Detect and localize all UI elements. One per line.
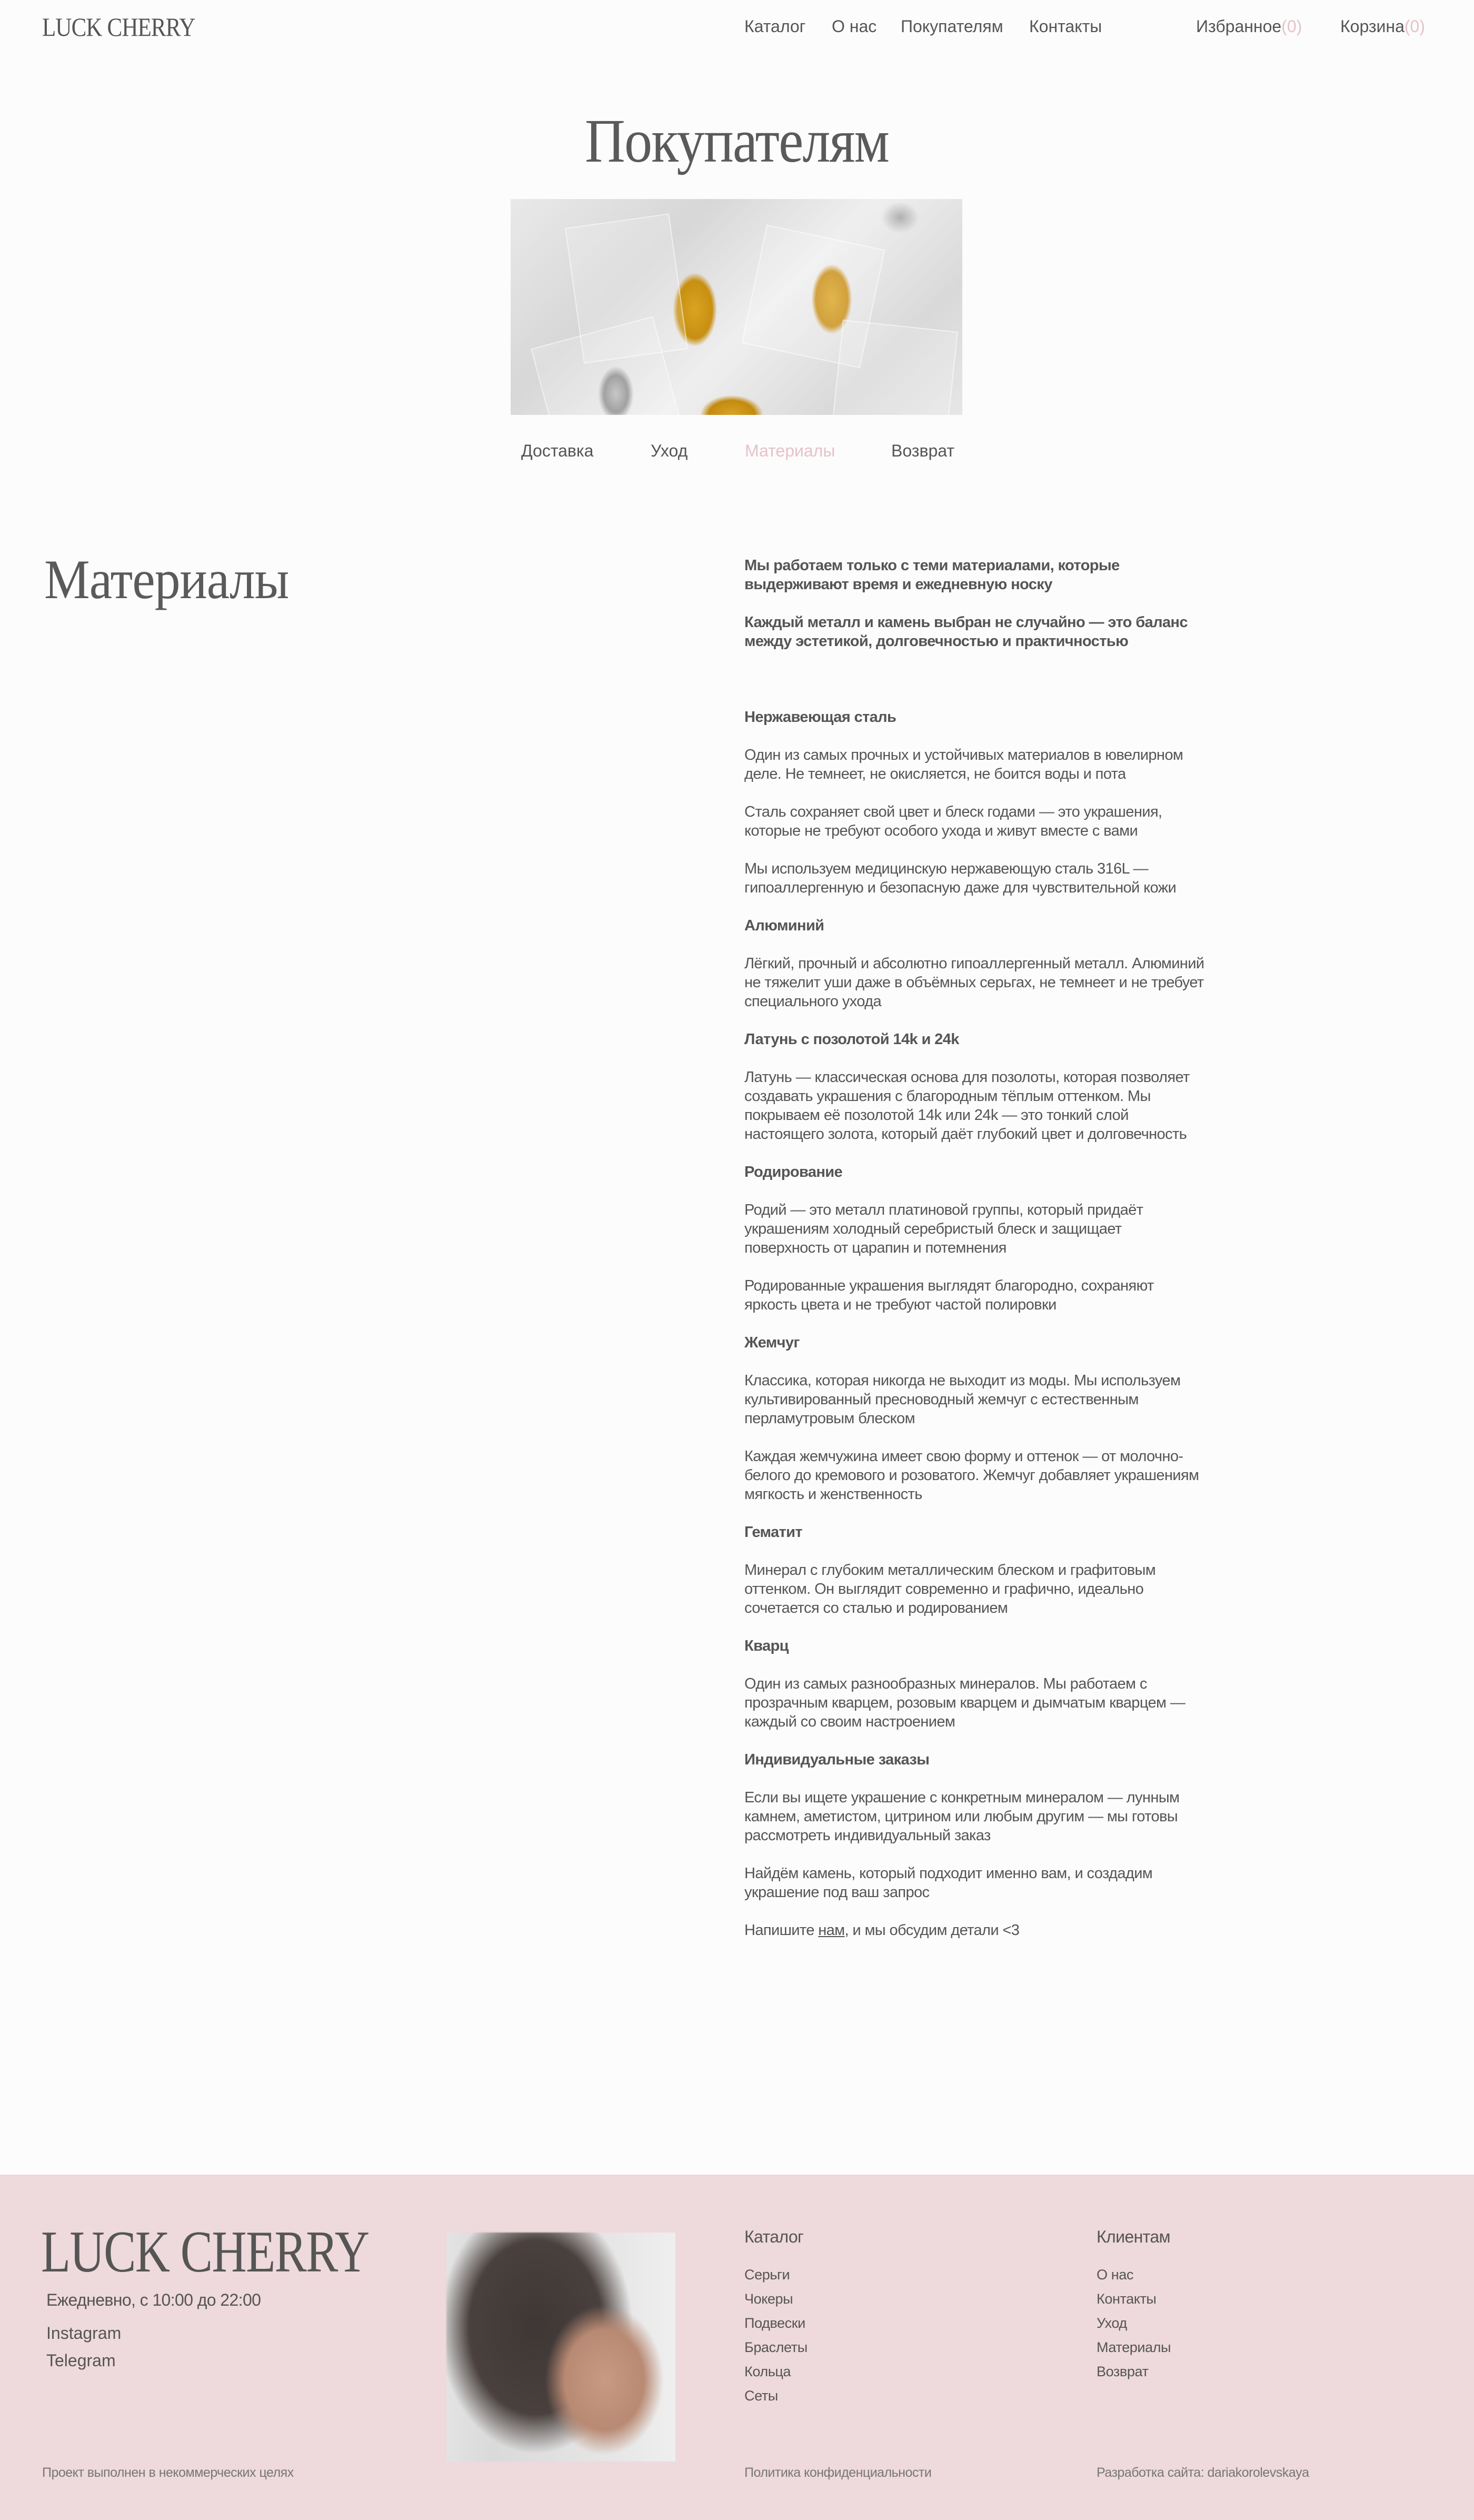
footer-link-care[interactable]: Уход: [1097, 2315, 1127, 2331]
material-heading: Нержавеющая сталь: [744, 709, 897, 726]
subnav-care[interactable]: Уход: [651, 441, 688, 460]
footer-link-pendants[interactable]: Подвески: [744, 2315, 805, 2331]
material-text: Сталь сохраняет свой цвет и блеск годами — это украшения, которые не требуют особого ухода и живут вместе с вами: [744, 803, 1162, 839]
subnav-materials[interactable]: Материалы: [745, 441, 835, 460]
footer-link-chokers[interactable]: Чокеры: [744, 2291, 793, 2307]
material-heading: Индивидуальные заказы: [744, 1751, 930, 1768]
footer-link-bracelets[interactable]: Браслеты: [744, 2339, 808, 2355]
nav-about[interactable]: О нас: [832, 17, 877, 36]
materials-content: [744, 556, 1208, 1959]
footer-catalog-title: Каталог: [744, 2227, 804, 2246]
material-text: Найдём камень, который подходит именно вам, и создадим украшение под ваш запрос: [744, 1865, 1153, 1901]
material-heading: Латунь с позолотой 14k и 24k: [744, 1031, 959, 1048]
material-heading: Родирование: [744, 1164, 843, 1180]
nav-catalog[interactable]: Каталог: [744, 17, 806, 36]
spacer: [744, 670, 1208, 708]
ice-cube-decor: [832, 320, 958, 415]
material-text: Родий — это металл платиновой группы, который придаёт украшениям холодный серебристый блеск и защищает поверхность от царапин и потемнения: [744, 1202, 1143, 1256]
footer-note: Проект выполнен в некоммерческих целях: [42, 2465, 294, 2480]
material-text: Если вы ищете украшение с конкретным минералом — лунным камнем, аметистом, цитрином или любым другим — мы готовы рассмотреть индивидуальный заказ: [744, 1789, 1180, 1844]
footer-link-earrings[interactable]: Серьги: [744, 2267, 790, 2283]
material-heading: Жемчуг: [744, 1334, 800, 1351]
cart-count: (0): [1404, 17, 1425, 36]
footer-link-returns[interactable]: Возврат: [1097, 2364, 1149, 2379]
material-text: Классика, которая никогда не выходит из моды. Мы используем культивированный пресноводный жемчуг с естественным перламутровым блеском: [744, 1372, 1181, 1427]
material-heading: Гематит: [744, 1524, 802, 1541]
footer-link-rings[interactable]: Кольца: [744, 2364, 791, 2379]
material-text: Один из самых разнообразных минералов. Мы работаем с прозрачным кварцем, розовым кварцем и дымчатым кварцем — каждый со своим настроением: [744, 1675, 1186, 1730]
nav-contacts[interactable]: Контакты: [1029, 17, 1102, 36]
closing-after: , и мы обсудим детали <3: [844, 1922, 1020, 1939]
material-heading: Алюминий: [744, 917, 824, 934]
material-text: Латунь — классическая основа для позолоты, которая позволяет создавать украшения с благородным тёплым оттенком. Мы покрываем её позолотой 14k или 24k — это тонкий слой настоящего золота, который даёт глубокий цвет и долговечность: [744, 1069, 1190, 1143]
footer-clients-column: [1097, 2227, 1171, 2384]
footer-photo: [446, 2233, 675, 2462]
developer-credit-link[interactable]: Разработка сайта: dariakorolevskaya: [1097, 2465, 1309, 2480]
material-text: Лёгкий, прочный и абсолютно гипоаллергенный металл. Алюминий не тяжелит уши даже в объёмных серьгах, не темнеет и не требует специального ухода: [744, 955, 1204, 1010]
footer-link-sets[interactable]: Сеты: [744, 2388, 778, 2404]
cart-label: Корзина: [1340, 17, 1405, 36]
contact-us-link[interactable]: нам: [818, 1922, 845, 1939]
favorites-link[interactable]: [1196, 17, 1302, 36]
site-footer: [0, 2175, 1474, 2520]
material-heading: Кварц: [744, 1638, 789, 1654]
material-text: Мы используем медицинскую нержавеющую сталь 316L — гипоаллергенную и безопасную даже для чувствительной кожи: [744, 860, 1177, 896]
nav-customers[interactable]: Покупателям: [901, 17, 1003, 36]
footer-logo[interactable]: LUCK CHERRY: [41, 2219, 369, 2285]
subnav-delivery[interactable]: Доставка: [521, 441, 594, 460]
telegram-link[interactable]: Telegram: [46, 2351, 116, 2370]
footer-clients-title: Клиентам: [1097, 2227, 1170, 2246]
favorites-count: (0): [1281, 17, 1302, 36]
footer-link-contacts[interactable]: Контакты: [1097, 2291, 1157, 2307]
closing-before: Напишите: [744, 1922, 819, 1939]
intro-text: Мы работаем только с теми материалами, которые выдерживают время и ежедневную носку: [744, 557, 1120, 593]
section-title: Материалы: [44, 549, 289, 610]
material-text: Родированные украшения выглядят благородно, сохраняют яркость цвета и не требуют частой полировки: [744, 1277, 1154, 1313]
page-title: Покупателям: [585, 106, 889, 175]
hero-image: [511, 199, 962, 415]
material-text: Минерал с глубоким металлическим блеском и графитовым оттенком. Он выглядит современно и графично, идеально сочетается со сталью и родированием: [744, 1562, 1156, 1616]
footer-hours: Ежедневно, с 10:00 до 22:00: [46, 2290, 261, 2309]
closing-text: [744, 1921, 1208, 1940]
privacy-policy-link[interactable]: Политика конфиденциальности: [744, 2465, 932, 2480]
footer-catalog-column: [744, 2227, 808, 2408]
site-header: [0, 0, 1474, 58]
logo[interactable]: LUCK CHERRY: [42, 12, 195, 42]
favorites-label: Избранное: [1196, 17, 1282, 36]
instagram-link[interactable]: Instagram: [46, 2324, 122, 2343]
footer-link-about[interactable]: О нас: [1097, 2267, 1133, 2283]
footer-link-materials[interactable]: Материалы: [1097, 2339, 1171, 2355]
material-text: Каждая жемчужина имеет свою форму и оттенок — от молочно-белого до кремового и розоватого. Жемчуг добавляет украшениям мягкость и женственность: [744, 1448, 1199, 1503]
material-text: Один из самых прочных и устойчивых материалов в ювелирном деле. Не темнеет, не окисляется, не боится воды и пота: [744, 747, 1183, 782]
cart-link[interactable]: [1340, 17, 1425, 36]
subnav-returns[interactable]: Возврат: [891, 441, 954, 460]
intro-text: Каждый металл и камень выбран не случайно — это баланс между эстетикой, долговечностью и практичностью: [744, 614, 1188, 650]
